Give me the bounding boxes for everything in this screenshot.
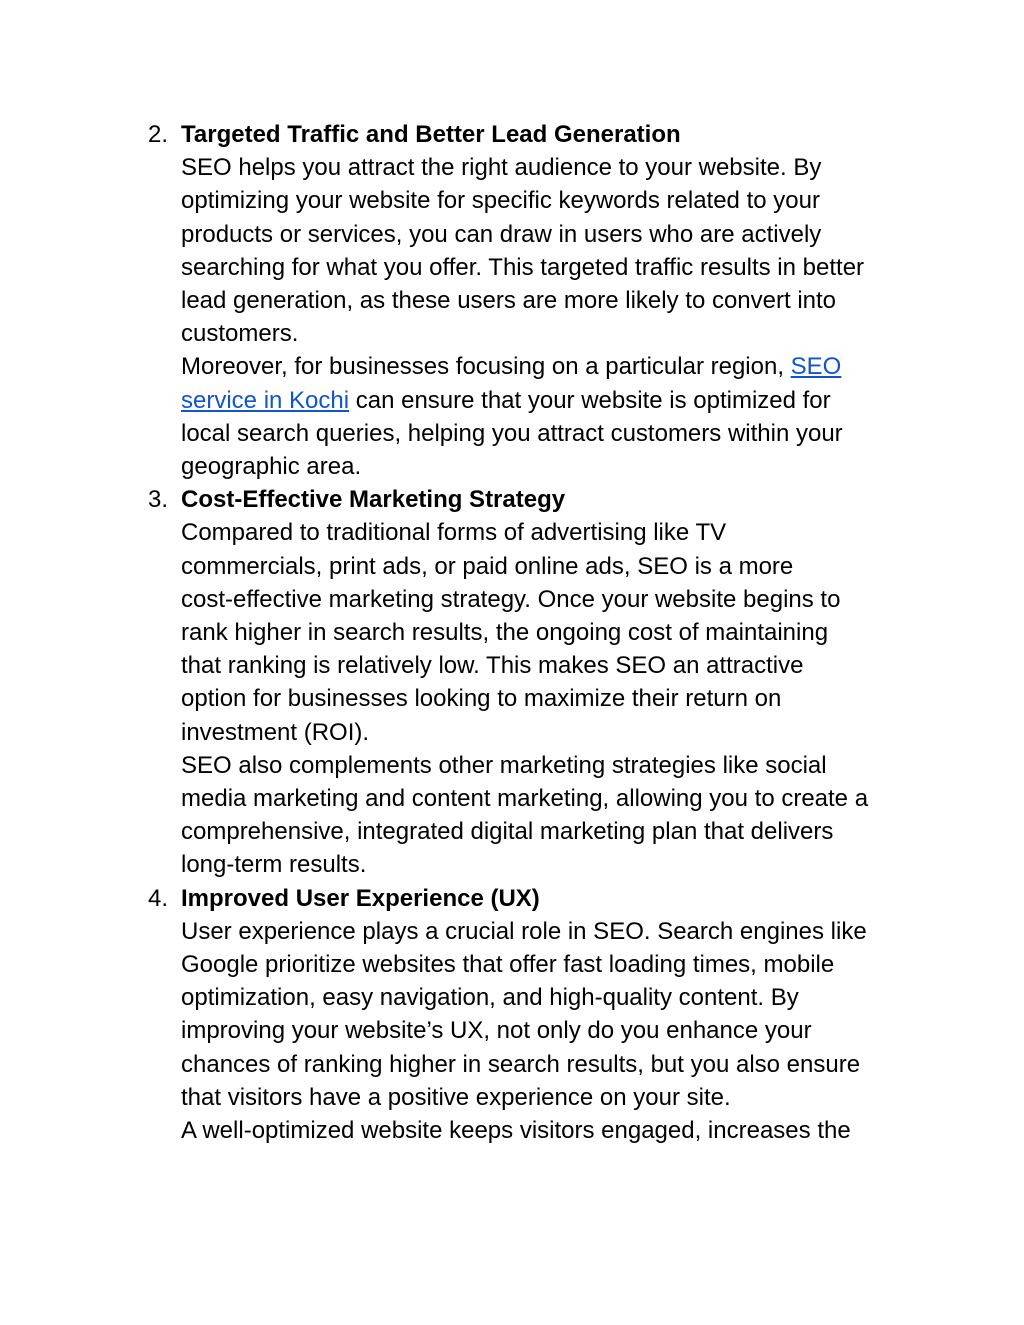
text-line: optimization, easy navigation, and high-quality content. By (181, 984, 799, 1012)
text-line: SEO also complements other marketing strategies like social (181, 751, 827, 779)
text-line: commercials, print ads, or paid online ads, SEO is a more (181, 552, 794, 580)
text-line (181, 350, 921, 383)
text-line: SEO helps you attract the right audience to your website. By (181, 154, 822, 182)
paragraph (181, 749, 921, 882)
document-page (0, 118, 1024, 1147)
text-line: optimizing your website for specific keywords related to your (181, 187, 820, 215)
text-line: long-term results. (181, 851, 367, 879)
paragraph (181, 915, 921, 1114)
text-line: A well-optimized website keeps visitors engaged, increases the (181, 1117, 851, 1145)
text-line: option for businesses looking to maximize their return on (181, 685, 782, 713)
text-line: User experience plays a crucial role in SEO. Search engines like (181, 917, 867, 945)
paragraph (181, 516, 921, 748)
text-line: that visitors have a positive experience on your site. (181, 1083, 731, 1111)
paragraph (181, 1114, 921, 1147)
list-item-user-experience (148, 882, 921, 1148)
list-number: 4. (148, 884, 169, 912)
text-line: comprehensive, integrated digital marketing plan that delivers (181, 818, 834, 846)
text-line: investment (ROI). (181, 718, 370, 746)
text-line: customers. (181, 320, 299, 348)
text-line: rank higher in search results, the ongoing cost of maintaining (181, 619, 829, 647)
text-line: lead generation, as these users are more likely to convert into (181, 287, 837, 315)
text-line: Compared to traditional forms of advertising like TV (181, 519, 727, 547)
seo-service-link-continued[interactable]: service in Kochi (181, 386, 350, 414)
text-line: Google prioritize websites that offer fast loading times, mobile (181, 951, 835, 979)
list-item-targeted-traffic (148, 118, 921, 483)
paragraph (181, 350, 921, 483)
text-line: searching for what you offer. This targeted traffic results in better (181, 253, 865, 281)
text-segment: can ensure that your website is optimized for (349, 386, 831, 414)
paragraph (181, 151, 921, 350)
list-item-cost-effective (148, 483, 921, 881)
text-line: products or services, you can draw in users who are actively (181, 220, 822, 248)
text-line: geographic area. (181, 453, 362, 481)
list-number: 3. (148, 486, 169, 514)
section-heading: Cost-Effective Marketing Strategy (181, 486, 566, 514)
text-line: cost-effective marketing strategy. Once your website begins to (181, 585, 841, 613)
text-line: local search queries, helping you attract customers within your (181, 419, 843, 447)
text-line: chances of ranking higher in search results, but you also ensure (181, 1050, 861, 1078)
section-heading: Targeted Traffic and Better Lead Generation (181, 121, 681, 148)
text-segment: Moreover, for businesses focusing on a particular region, (181, 353, 791, 381)
list-number: 2. (148, 121, 169, 148)
text-line: that ranking is relatively low. This makes SEO an attractive (181, 652, 804, 680)
seo-service-link[interactable]: SEO (790, 353, 842, 381)
section-heading: Improved User Experience (UX) (181, 884, 540, 912)
text-line (181, 384, 921, 417)
text-line: improving your website’s UX, not only do you enhance your (181, 1017, 812, 1045)
text-line: media marketing and content marketing, allowing you to create a (181, 785, 869, 813)
